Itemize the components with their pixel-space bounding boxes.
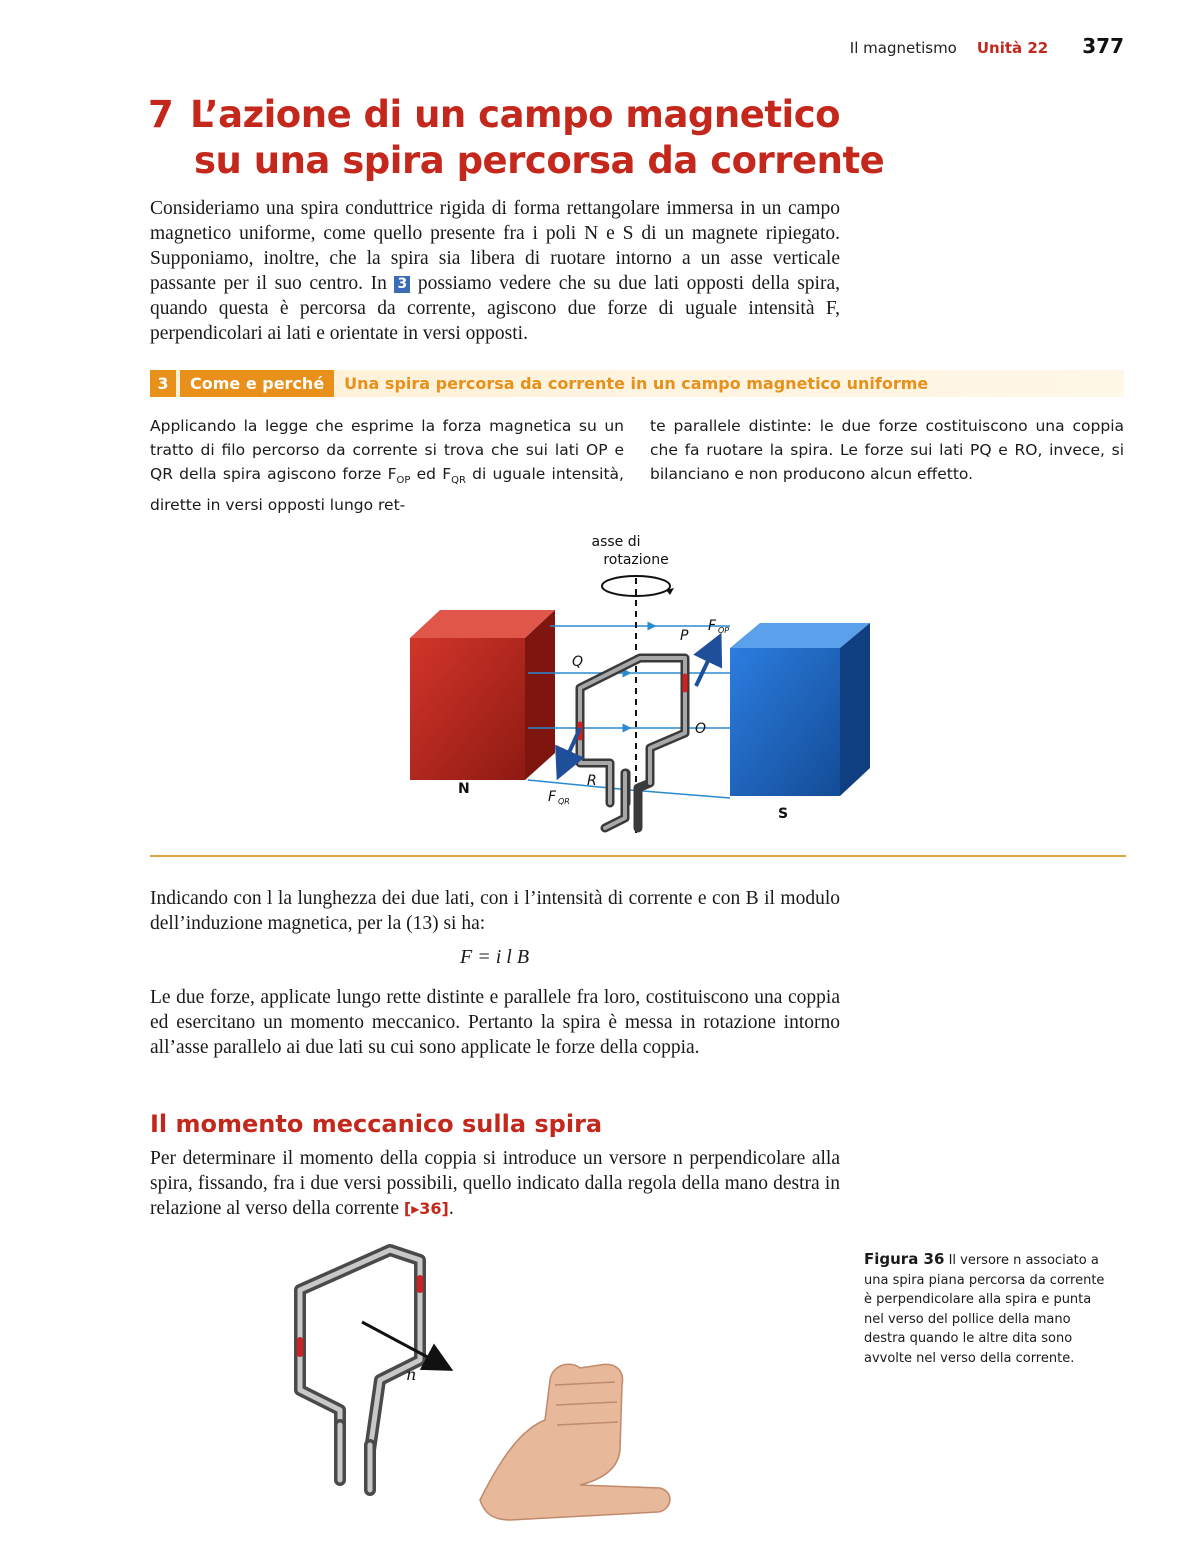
vector-n-label: n (406, 1365, 417, 1384)
page-number: 377 (1082, 34, 1124, 58)
box-header (150, 370, 1124, 397)
north-pole-magnet (410, 610, 555, 780)
subsection-title: Il momento meccanico sulla spira (150, 1110, 603, 1138)
box-number: 3 (150, 370, 176, 397)
formula: F = i l B (460, 946, 530, 968)
paragraph-versor (150, 1146, 840, 1221)
box-columns (150, 414, 1124, 517)
versor-end: . (448, 1198, 454, 1219)
box-col1-sub-qr: QR (451, 475, 466, 487)
box-divider (150, 855, 1126, 857)
section-number: 7 (148, 93, 174, 136)
box-title: Una spira percorsa da corrente in un campo magnetico uniforme (344, 374, 929, 393)
paragraph-couple: Le due forze, applicate lungo rette distinte e parallele fra loro, costituiscono una coppia ed esercitano un momento meccanico. Pertanto la spira è messa in rotazione intorno all’asse parallelo ai due lati su cui sono applicate le forze della coppia. (150, 987, 840, 1058)
header-topic: Il magnetismo (849, 39, 957, 57)
versor-text: Per determinare il momento della coppia si introduce un versore n perpendicolare alla spira, fissando, fra i due versi possibili, quello indicato dalla regola della mano destra in relazione al verso della corrente (150, 1148, 840, 1219)
intro-paragraph (150, 196, 840, 346)
south-pole-magnet (730, 623, 870, 796)
force-qr-label: F (548, 789, 557, 805)
box-col1-sub-op: OP (396, 475, 411, 487)
box-reference[interactable]: 3 (394, 276, 410, 293)
section-title-line1: L’azione di un campo magnetico (190, 93, 841, 136)
box-column-1 (150, 414, 624, 517)
box-label: Come e perché (180, 370, 334, 397)
flat-loop (300, 1250, 420, 1490)
current-loop (580, 658, 685, 828)
paragraph-definitions: Indicando con l la lunghezza dei due lati, con i l’intensità di corrente e con B il modulo dell’induzione magnetica, per la (13) si ha: (150, 888, 840, 934)
point-o-label: O (695, 721, 707, 737)
running-header (850, 34, 1124, 58)
pole-s-label: S (778, 806, 789, 822)
caption-label: Figura 36 (864, 1250, 945, 1268)
force-op-sub: OP (718, 626, 730, 635)
force-op-arrow (696, 640, 718, 686)
force-op-label: F (708, 618, 717, 634)
box-col1-mid: ed F (410, 465, 452, 483)
pole-n-label: N (458, 781, 470, 797)
caption-text: Il versore n associato a una spira piana percorsa da corrente è perpendicolare alla spira e punta nel verso del pollice della mano destra quando le altre dita sono avvolte nel verso della corrente. (864, 1253, 1105, 1366)
axis-label-1: asse di (591, 534, 641, 550)
section-title (148, 92, 908, 184)
box-col1-text: Applicando la legge che esprime la forza magnetica su un tratto di filo percorso da corrente si trova che sui lati OP e QR della spira agiscono forze F (150, 417, 624, 483)
figure-magnet-loop (400, 528, 890, 848)
figure-36-caption (864, 1250, 1114, 1368)
point-r-label: R (587, 773, 597, 789)
intro-text-a: Consideriamo una spira conduttrice rigida di forma rettangolare immersa in un campo magnetico uniforme, come quello presente fra i poli N e S di un magnete ripiegato. Supponiamo, inoltre, che la spira sia libera di ruotare intorno a un asse verticale passante per il suo centro. In (150, 198, 840, 294)
right-hand-icon (480, 1364, 670, 1520)
figure-36-link[interactable]: [▸36] (403, 1199, 449, 1218)
axis-label-2: rotazione (603, 552, 669, 568)
section-title-line2: su una spira percorsa da corrente (194, 139, 885, 182)
force-qr-sub: QR (558, 797, 570, 806)
box-col1-end: di uguale intensità, dirette in versi opposti lungo ret- (150, 465, 624, 515)
box-column-2: te parallele distinte: le due forze costituiscono una coppia che fa ruotare la spira. Le forze sui lati PQ e RO, invece, si bilanciano e non producono alcun effetto. (650, 417, 1124, 483)
header-unit: Unità 22 (976, 39, 1049, 57)
intro-text-b: possiamo vedere che su due lati opposti della spira, quando questa è percorsa da corrente, agiscono due forze di uguale intensità F, perpendicolari ai lati e orientate in versi opposti. (150, 273, 840, 344)
figure-36-loop-hand (270, 1230, 690, 1530)
point-p-label: P (680, 628, 689, 644)
point-q-label: Q (572, 654, 584, 670)
